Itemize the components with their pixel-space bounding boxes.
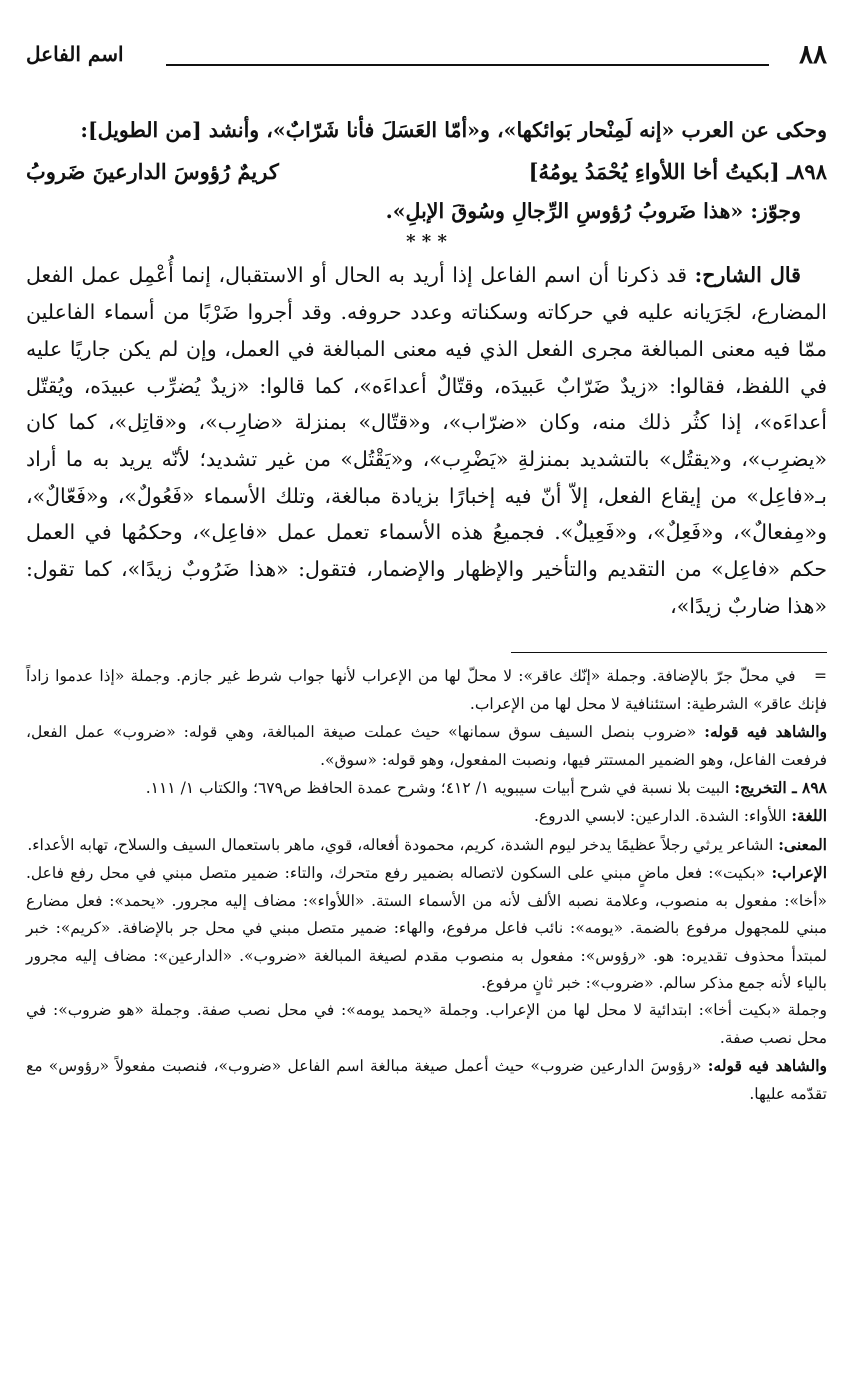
footnote-text: في محلّ جرّ بالإضافة. وجملة «إنّك عاقر»: لا محلّ لها من الإعراب لأنها جواب شرط غير جازم. وجملة «إذا عدموا زاداً فإنك عاقر» الشرطية: استئنافية لا محل لها من الإعراب. bbox=[26, 667, 827, 713]
footnote-label: المعنى: bbox=[778, 834, 827, 854]
jawwaz-line: وجوّز: «هذا ضَروبُ رُؤوسِ الرِّجالِ وسُوقَ الإبلِ». bbox=[385, 198, 801, 223]
footnote-text: البيت بلا نسبة في شرح أبيات سيبويه ١/ ٤١٢؛ وشرح عمدة الحافظ ص٦٧٩؛ والكتاب ١/ ١١١. bbox=[145, 779, 730, 798]
commentator-label: قال الشارح: bbox=[694, 263, 801, 288]
footnotes bbox=[26, 663, 827, 1108]
footnote-continuation bbox=[26, 663, 827, 718]
footnote-label: اللغة: bbox=[791, 806, 827, 826]
footnote-label: والشاهد فيه قوله: bbox=[704, 722, 828, 742]
footnote-jumal: وجملة «بكيت أخا»: ابتدائية لا محل لها من الإعراب. وجملة «يحمد يومه»: في محل نصب صفة. وجملة «هو ضروب»: في محل نصب صفة. bbox=[26, 1001, 827, 1047]
main-text bbox=[26, 112, 827, 624]
intro-paragraph: وحكى عن العرب «إنه لَمِنْحار بَوائكها»، و«أمّا العَسَلَ فأنا شَرّابٌ»، وأنشد [من الطويل]: bbox=[80, 118, 827, 142]
footnote-irab bbox=[26, 859, 827, 997]
page-number: ٨٨ bbox=[799, 40, 827, 70]
commentary-paragraph bbox=[26, 257, 827, 624]
footnote-text: «ضروب بنصل السيف سوق سمانها» حيث عملت صيغة المبالغة، وهي قوله: «ضروب» عمل الفعل، فرفعت الفاعل، وهو الضمير المستتر فيها، ونصبت المفعول، وهو قوله: «سوق». bbox=[26, 723, 827, 769]
continuation-mark: = bbox=[814, 667, 828, 686]
verse-second-hemistich: كريمٌ رُؤوسَ الدارعينَ ضَروبُ bbox=[26, 158, 279, 184]
footnote-mana bbox=[26, 831, 827, 859]
footnote-label: والشاهد فيه قوله: bbox=[707, 1056, 827, 1076]
verse-first-hemistich: ٨٩٨ـ [بكيتُ أخا اللأواءِ يُحْمَدُ يومُهُ] bbox=[528, 158, 827, 184]
footnote-lugha bbox=[26, 802, 827, 830]
footnote-label: الإعراب: bbox=[771, 863, 828, 883]
footnote-shahid-2 bbox=[26, 1052, 827, 1108]
running-header bbox=[26, 40, 827, 76]
header-rule bbox=[166, 64, 769, 66]
poetry-verse bbox=[26, 153, 827, 191]
footnote-divider bbox=[511, 652, 827, 653]
footnote-text: الشاعر يرثي رجلاً عظيمًا يدخر ليوم الشدة، كريم، محمودة أفعاله، قوي، ماهر باستعمال السيف والسلاح، تهابه الأعداء. bbox=[27, 835, 774, 854]
section-separator: * * * bbox=[406, 231, 447, 253]
footnote-text: «رؤوسَ الدارعين ضروب» حيث أعمل صيغة مبالغة اسم الفاعل «ضروب»، فنصبت مفعولاً «رؤوس» مع تقدّمه عليها. bbox=[26, 1057, 827, 1103]
footnote-text: اللأواء: الشدة. الدارعين: لابسي الدروع. bbox=[533, 807, 787, 826]
book-page bbox=[26, 40, 827, 1355]
commentary-text: قد ذكرنا أن اسم الفاعل إذا أريد به الحال أو الاستقبال، إنما أُعْمِل عمل الفعل المضارع، لجَرَيانه عليه في حركاته وسكناته وعدد حروفه. وقد أجروا ضَرْبًا من أسماء الفاعلين ممّا فيه معنى المبالغة مجرى الفعل الذي فيه معنى المبالغة في العمل، وإن لم يكن جاريًا عليه في اللفظ، فقالوا: «زيدٌ ضَرّابٌ عَبيدَه، وقتّالٌ أعداءَه»، كما قالوا: «زيدٌ يُضرِّب عبيدَه، ويُقتّل أعداءَه»، إذا كثُر ذلك منه، وكان «ضرّاب»، و«قتّال» بمنزلة «ضارِب»، و«قاتِل»، كما كان «يضرِب»، و«يقتُل» بالتشديد بمنزلةِ «يَضْرِب»، و«يَقْتُل» من غير تشديد؛ لأنّه يريد به ما أراد بـ«فاعِل» من إيقاع الفعل، إلاّ أنّ فيه إخبارًا بزيادة مبالغة، وتلك الأسماء «فَعُولٌ»، و«فَعّالٌ»، و«مِفعالٌ»، و«فَعِلٌ»، و«فَعِيلٌ». فجميعُ هذه الأسماء تعمل عمل «فاعِل»، وحكمُها في العمل حكم «فاعِل» من التقديم والتأخير والإظهار والإضمار، فتقول: «هذا ضَرُوبٌ زيدًا»، كما تقول: «هذا ضاربٌ زيدًا»، bbox=[26, 263, 827, 618]
footnote-text: «بكيت»: فعل ماضٍ مبني على السكون لاتصاله بضمير رفع متحرك، والتاء: ضمير متصل مبني في محل رفع فاعل. «أخا»: مفعول به منصوب، وعلامة نصبه الألف لأنه من الأسماء الستة. «اللأواء»: مضاف إليه مجرور. «يحمد»: فعل مضارع مبني للمجهول مرفوع بالضمة. «يومه»: نائب فاعل مرفوع، والهاء: ضمير متصل مبني في محل جر بالإضافة. «كريم»: خبر لمبتدأ محذوف تقديره: هو. «رؤوس»: مفعول به منصوب مقدم لصيغة المبالغة «ضروب». «الدارعين»: مضاف إليه مجرور بالياء لأنه جمع مذكر سالم. «ضروب»: خبر ثانٍ مرفوع. bbox=[26, 864, 827, 992]
chapter-title: اسم الفاعل bbox=[26, 42, 124, 66]
footnote-label: ٨٩٨ ـ التخريج: bbox=[734, 778, 827, 798]
footnote-takhrij bbox=[26, 774, 827, 802]
footnote-shahid-1 bbox=[26, 718, 827, 774]
